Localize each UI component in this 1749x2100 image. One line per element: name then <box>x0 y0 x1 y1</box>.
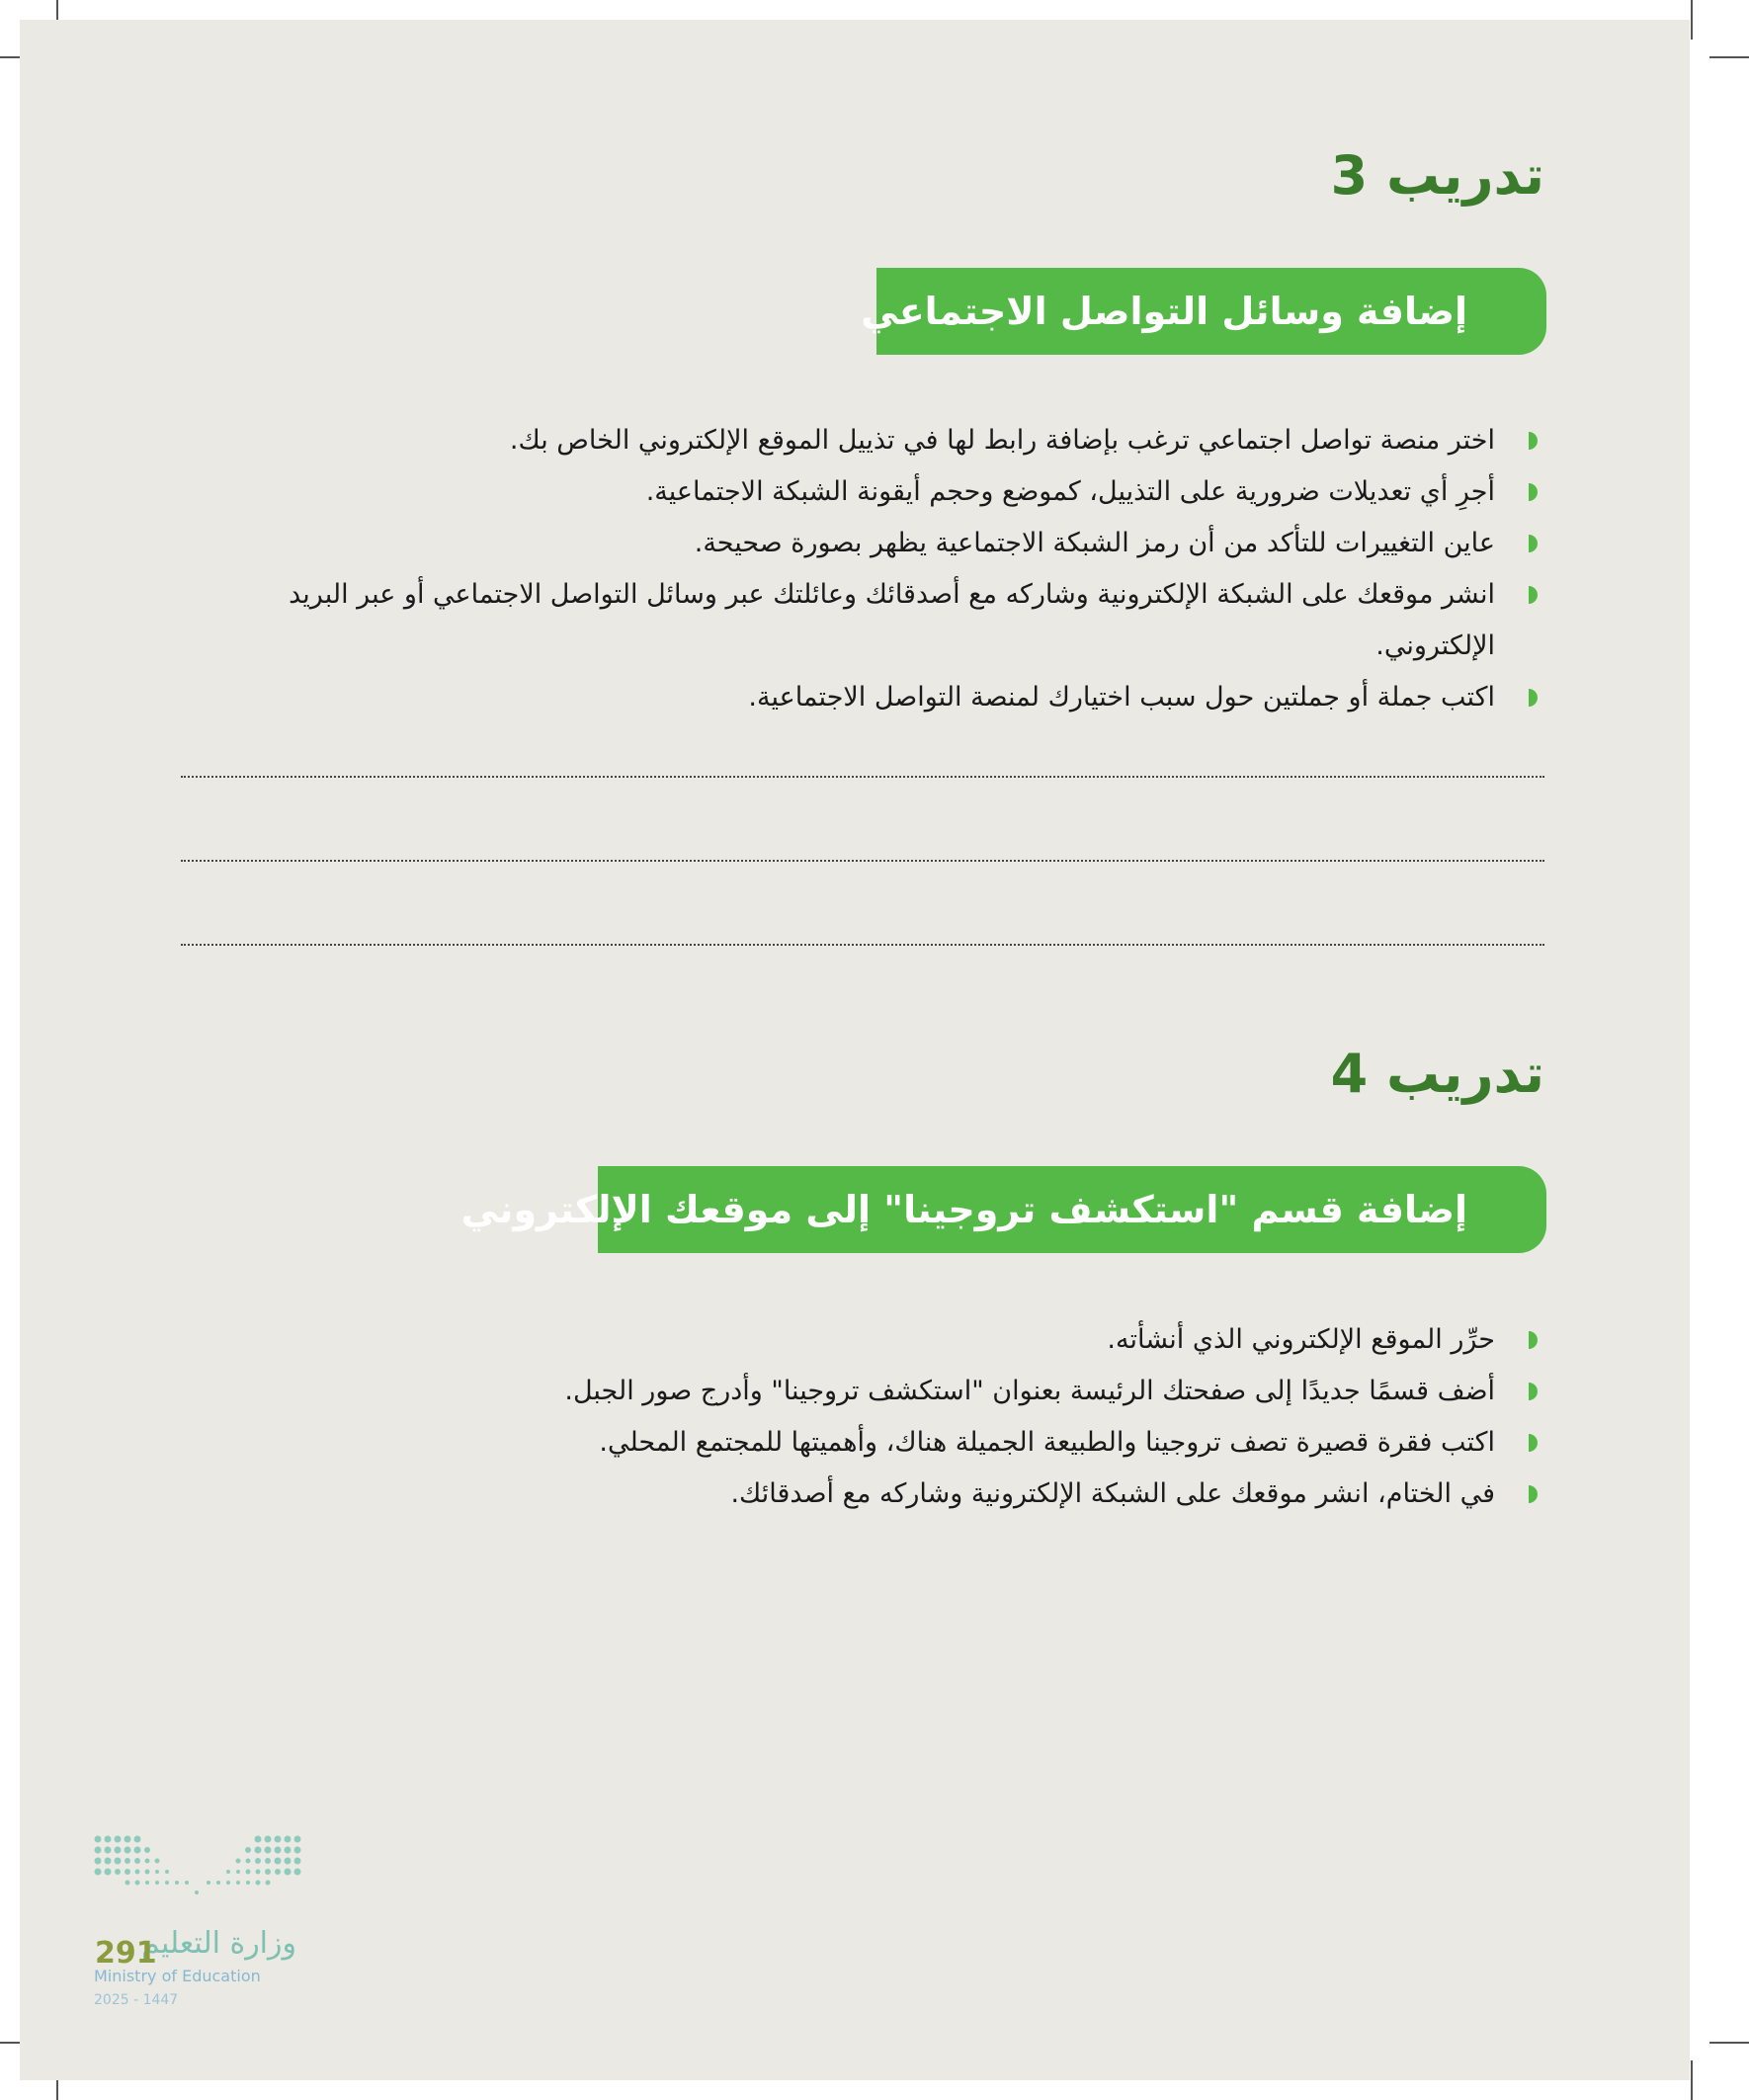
logo-arabic-text: وزارة التعليم <box>140 1926 296 1961</box>
section-3-bullet-list <box>203 415 1546 723</box>
section-3-banner: إضافة وسائل التواصل الاجتماعي <box>876 268 1546 355</box>
list-item-text: في الختام، انشر موقعك على الشبكة الإلكترونية وشاركه مع أصدقائك. <box>730 1478 1495 1509</box>
list-item <box>203 466 1546 518</box>
section-3-title: تدريب 3 <box>1330 144 1544 207</box>
list-item-text: انشر موقعك على الشبكة الإلكترونية وشاركه مع أصدقائك وعائلتك عبر وسائل التواصل الاجتماعي أو عبر البريد الإلكتروني. <box>289 579 1495 661</box>
bullet-icon <box>1523 482 1542 502</box>
page-number: 291 <box>95 1936 157 1971</box>
list-item <box>203 1314 1546 1366</box>
list-item-text: حرِّر الموقع الإلكتروني الذي أنشأته. <box>1107 1324 1495 1355</box>
list-item-text: اكتب فقرة قصيرة تصف تروجينا والطبيعة الجميلة هناك، وأهميتها للمجتمع المحلي. <box>599 1427 1495 1458</box>
crop-mark <box>1691 2060 1693 2100</box>
list-item <box>203 415 1546 466</box>
bullet-icon <box>1523 1330 1542 1350</box>
list-item <box>203 1469 1546 1520</box>
bullet-icon <box>1523 688 1542 708</box>
ministry-logo-icon <box>94 1833 301 1904</box>
section-4-title: تدريب 4 <box>1330 1043 1544 1105</box>
list-item <box>203 1366 1546 1417</box>
bullet-icon <box>1523 1382 1542 1401</box>
bullet-icon <box>1523 431 1542 451</box>
list-item-text: أضف قسمًا جديدًا إلى صفحتك الرئيسة بعنوان "استكشف تروجينا" وأدرج صور الجبل. <box>564 1376 1495 1406</box>
bullet-icon <box>1523 534 1542 553</box>
list-item <box>203 518 1546 569</box>
list-item <box>203 569 1546 672</box>
list-item <box>203 1417 1546 1469</box>
section-4-banner: إضافة قسم "استكشف تروجينا" إلى موقعك الإلكتروني <box>598 1166 1546 1253</box>
list-item-text: عاين التغييرات للتأكد من أن رمز الشبكة الاجتماعية يظهر بصورة صحيحة. <box>694 528 1495 558</box>
bullet-icon <box>1523 585 1542 605</box>
answer-line[interactable] <box>181 860 1544 862</box>
bullet-icon <box>1523 1484 1542 1504</box>
crop-mark <box>1709 2042 1749 2044</box>
logo-year-text: 2025 - 1447 <box>94 1992 179 2008</box>
list-item <box>203 672 1546 723</box>
list-item-text: اختر منصة تواصل اجتماعي ترغب بإضافة رابط لها في تذييل الموقع الإلكتروني الخاص بك. <box>509 425 1495 456</box>
list-item-text: اكتب جملة أو جملتين حول سبب اختيارك لمنصة التواصل الاجتماعية. <box>748 682 1495 713</box>
answer-line[interactable] <box>181 944 1544 946</box>
bullet-icon <box>1523 1433 1542 1453</box>
crop-mark <box>1709 56 1749 58</box>
crop-mark <box>1691 0 1693 40</box>
answer-line[interactable] <box>181 776 1544 778</box>
list-item-text: أجرِ أي تعديلات ضرورية على التذييل، كموضع وحجم أيقونة الشبكة الاجتماعية. <box>645 476 1495 507</box>
logo-english-text: Ministry of Education <box>94 1967 261 1985</box>
section-4-bullet-list <box>203 1314 1546 1520</box>
